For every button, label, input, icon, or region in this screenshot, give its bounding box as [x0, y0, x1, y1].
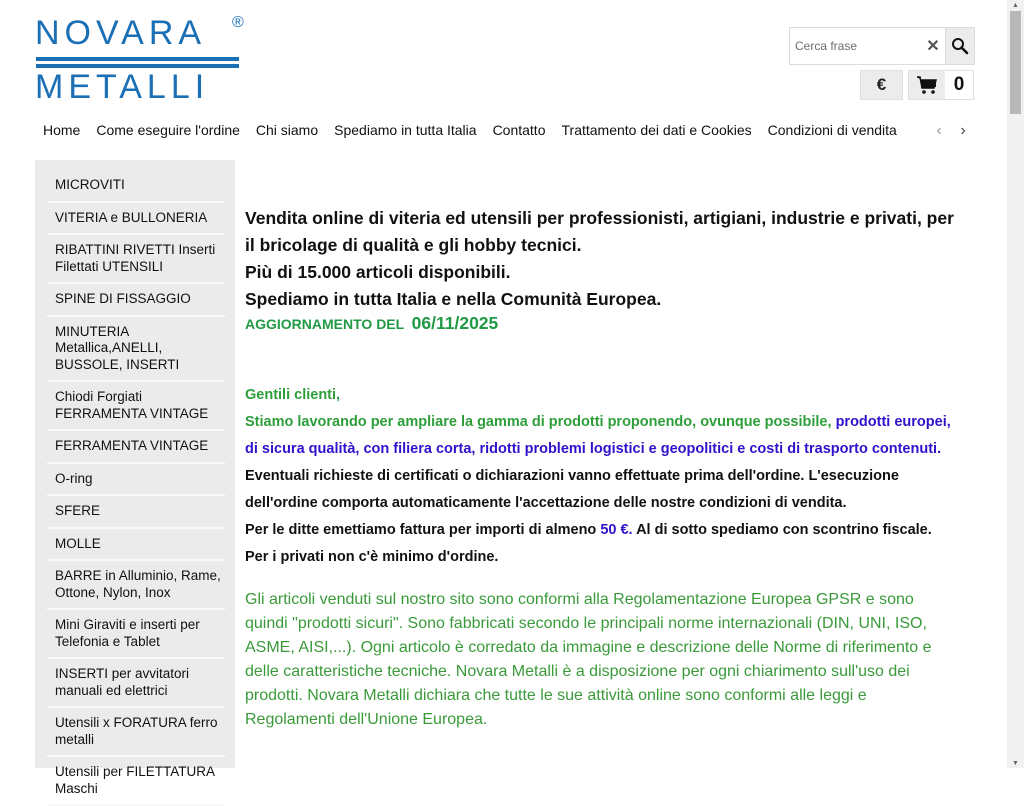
update-label: AGGIORNAMENTO DEL: [245, 316, 405, 332]
page-scrollbar[interactable]: [1007, 0, 1024, 768]
sidebar-item-molle[interactable]: MOLLE: [47, 529, 225, 562]
chevron-right-icon[interactable]: ›: [960, 122, 966, 139]
registered-mark: ®: [232, 14, 244, 31]
nav-item-condizioni-vendita[interactable]: Condizioni di vendita: [767, 122, 897, 138]
certificates-text: Eventuali richieste di certificati o dichiarazioni vanno effettuate prima dell'ordine. L'esecuzione dell'ordine comporta automaticamente l'accettazione delle nostre condizioni di vendita.: [245, 468, 899, 511]
update-notice: [245, 313, 955, 334]
sidebar-item-foratura[interactable]: Utensili x FORATURA ferro metalli: [47, 708, 225, 757]
cart-count: 0: [945, 71, 973, 99]
intro-text: [245, 205, 955, 313]
sidebar-item-filettatura[interactable]: Utensili per FILETTATURA Maschi: [47, 757, 225, 806]
sidebar-item-barre[interactable]: BARRE in Alluminio, Rame, Ottone, Nylon, Inox: [47, 561, 225, 610]
sidebar-item-mini-giraviti[interactable]: Mini Giraviti e inserti per Telefonia e Tablet: [47, 610, 225, 659]
invoice-paragraph: [245, 517, 955, 544]
chevron-left-icon[interactable]: ‹: [936, 122, 942, 139]
search-input[interactable]: [790, 28, 920, 64]
customer-notice: [245, 382, 955, 571]
working-text: Stiamo lavorando per ampliare la gamma di prodotti proponendo, ovunque possibile,: [245, 414, 836, 430]
sidebar-item-microviti[interactable]: MICROVITI: [47, 170, 225, 203]
category-sidebar: [35, 160, 235, 796]
nav-item-trattamento-dati[interactable]: Trattamento dei dati e Cookies: [561, 122, 752, 138]
nav-item-home[interactable]: Home: [43, 122, 81, 138]
logo-bar: [36, 57, 239, 61]
greeting: Gentili clienti,: [245, 387, 341, 403]
invoice-amount: 50 €.: [600, 522, 633, 538]
logo-line-1: NOVARA: [35, 14, 207, 52]
nav-arrows: [927, 118, 975, 144]
sidebar-item-minuteria[interactable]: MINUTERIA Metallica,ANELLI, BUSSOLE, INSERTI: [47, 317, 225, 383]
intro-line: Più di 15.000 articoli disponibili.: [245, 262, 511, 282]
nav-item-come-eseguire-ordine[interactable]: Come eseguire l'ordine: [96, 122, 240, 138]
currency-label: €: [876, 75, 887, 94]
working-paragraph: [245, 409, 955, 463]
update-date: 06/11/2025: [411, 313, 499, 333]
close-icon[interactable]: ✕: [926, 38, 940, 55]
logo-line-2: METALLI: [35, 68, 210, 106]
logo[interactable]: [35, 14, 250, 104]
search-icon: [951, 37, 969, 55]
scroll-down-icon[interactable]: ▼: [1012, 759, 1019, 767]
gpsr-paragraph: Gli articoli venduti sul nostro sito sono conformi alla Regolamentazione Europea GPSR e sono quindi "prodotti sicuri". Sono fabbricati secondo le principali norme internazionali (DIN, UNI, ISO, ASME, AISI,...). Ogni articolo è corredato da immagine e descrizione delle Norme di riferimento e delle caratteristiche tecniche. Novara Metalli è a disposizione per ogni chiarimento sull'uso dei prodotti. Novara Metalli dichiara che tutte le sue attività online sono conformi alle leggi e Regolamenti dell'Unione Europea.: [245, 591, 932, 728]
invoice-text-after: Al di sotto spediamo con scontrino fiscale.: [632, 522, 932, 538]
search-button[interactable]: [945, 28, 974, 64]
main-nav: [35, 118, 975, 144]
private-text: Per i privati non c'è minimo d'ordine.: [245, 549, 499, 565]
sidebar-item-oring[interactable]: O-ring: [47, 464, 225, 497]
nav-item-chi-siamo[interactable]: Chi siamo: [255, 122, 319, 138]
currency-button[interactable]: [860, 70, 903, 100]
sidebar-item-spine[interactable]: SPINE DI FISSAGGIO: [47, 284, 225, 317]
main-content: [245, 205, 955, 732]
scroll-up-icon[interactable]: ▲: [1012, 1, 1019, 9]
sidebar-item-ferramenta[interactable]: FERRAMENTA VINTAGE: [47, 431, 225, 464]
nav-item-spediamo[interactable]: Spediamo in tutta Italia: [334, 122, 477, 138]
sidebar-item-chiodi[interactable]: Chiodi Forgiati FERRAMENTA VINTAGE: [47, 382, 225, 431]
sidebar-item-ribattini[interactable]: RIBATTINI RIVETTI Inserti Filettati UTENSILI: [47, 235, 225, 284]
scrollbar-thumb[interactable]: [1010, 11, 1021, 114]
intro-line: Vendita online di viteria ed utensili per professionisti, artigiani, industrie e privati, per il bricolage di qualità e gli hobby tecnici.: [245, 208, 954, 255]
sidebar-item-viteria[interactable]: VITERIA e BULLONERIA: [47, 203, 225, 236]
cart-icon: [909, 71, 945, 99]
intro-line: Spediamo in tutta Italia e nella Comunità Europea.: [245, 289, 662, 309]
nav-item-contatto[interactable]: Contatto: [492, 122, 546, 138]
sidebar-item-sfere[interactable]: SFERE: [47, 496, 225, 529]
sidebar-item-inserti[interactable]: INSERTI per avvitatori manuali ed elettrici: [47, 659, 225, 708]
invoice-text: Per le ditte emettiamo fattura per importi di almeno: [245, 522, 601, 538]
search-box: [789, 27, 975, 65]
cart-button[interactable]: [908, 70, 974, 100]
working-highlight: prodotti europei, di sicura qualità, con filiera corta, ridotti problemi logistici e geopolitici e costi di trasporto contenuti.: [245, 414, 951, 457]
